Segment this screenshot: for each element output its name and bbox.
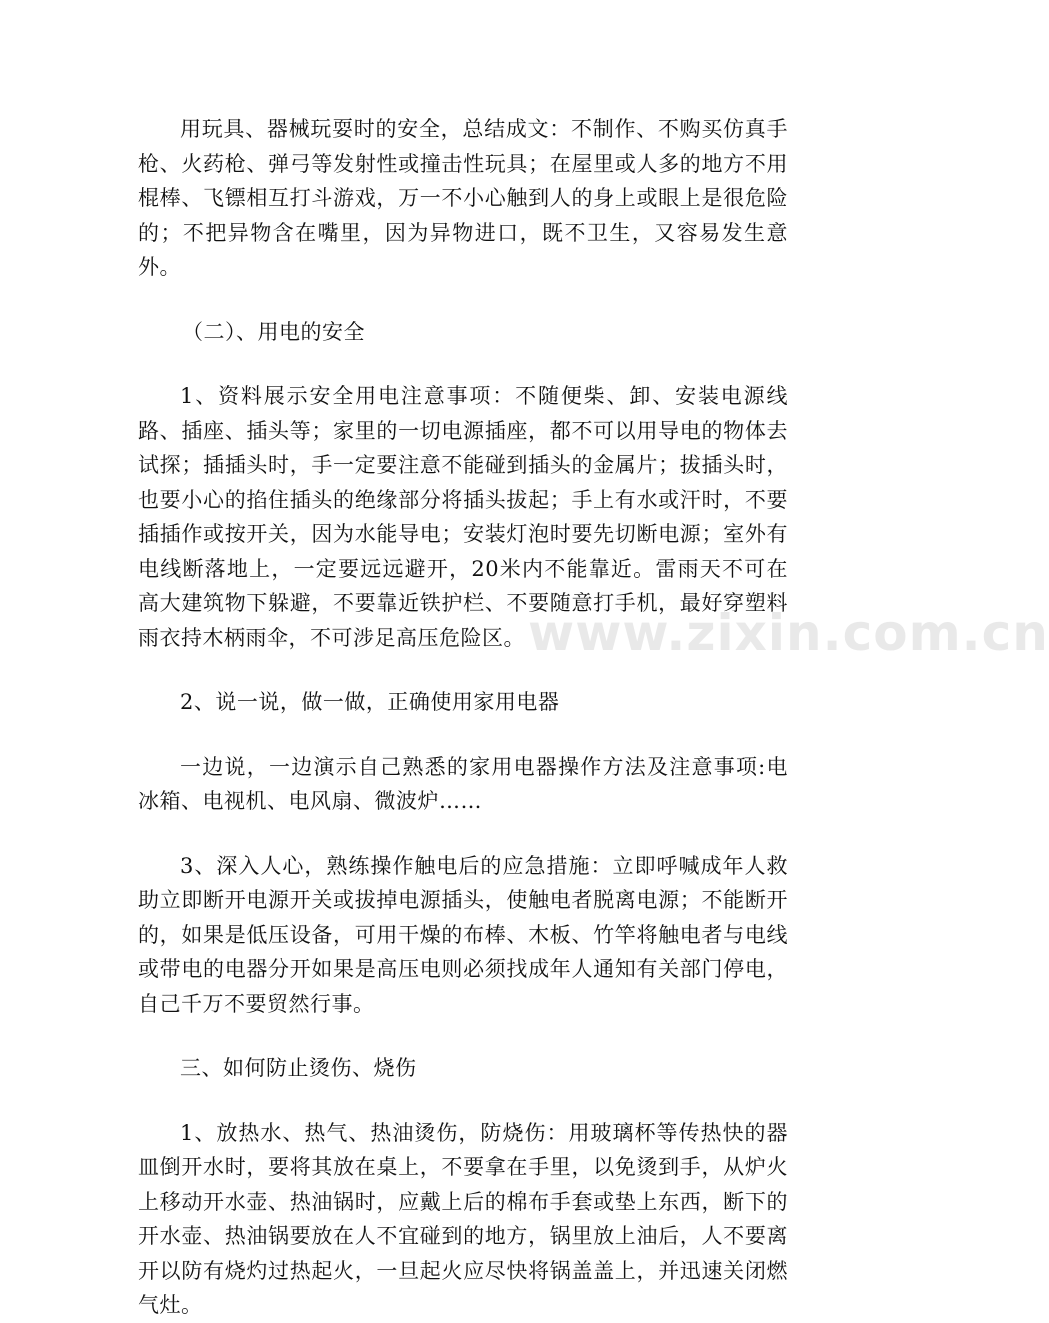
section-heading-electricity-safety: （二）、用电的安全: [182, 319, 365, 344]
paragraph-appliance-demo: 一边说，一边演示自己熟悉的家用电器操作方法及注意事项:电冰箱、电视机、电风扇、微波炉……: [138, 754, 788, 813]
subheading-appliance-usage: 2、说一说，做一做，正确使用家用电器: [180, 690, 560, 714]
paragraph-toy-safety: 用玩具、器械玩耍时的安全，总结成文：不制作、不购买仿真手枪、火药枪、弹弓等发射性或撞击性玩具；在屋里或人多的地方不用棍棒、飞镖相互打斗游戏，万一不小心触到人的身上或眼上是很危险的；不把异物含在嘴里，因为异物进口，既不卫生，又容易发生意外。: [138, 117, 788, 279]
watermark: www.zixin.com.cn: [528, 604, 1049, 662]
paragraph-electricity-precautions: 1、资料展示安全用电注意事项：不随便柴、卸、安装电源线路、插座、插头等；家里的一切电源插座，都不可以用导电的物体去试探；插插头时，手一定要注意不能碰到插头的金属片；拔插头时，也要小心的掐住插头的绝缘部分将插头拔起；手上有水或汗时，不要插插作或按开关，因为水能导电；安装灯泡时要先切断电源；室外有电线断落地上，一定要远远避开，20米内不能靠近。雷雨天不可在高大建筑物下躲避，不要靠近铁护栏、不要随意打手机，最好穿塑料雨衣持木柄雨伞，不可涉足高压危险区。: [138, 384, 788, 650]
section-heading-burn-prevention: 三、如何防止烫伤、烧伤: [180, 1056, 417, 1080]
paragraph-scald-prevention: 1、放热水、热气、热油烫伤，防烧伤：用玻璃杯等传热快的器皿倒开水时，要将其放在桌上，不要拿在手里，以免烫到手，从炉火上移动开水壶、热油锅时，应戴上后的棉布手套或垫上东西，断下的开水壶、热油锅要放在人不宜碰到的地方，锅里放上油后，人不要离开以防有烧灼过热起火，一旦起火应尽快将锅盖盖上，并迅速关闭燃气灶。: [138, 1120, 788, 1317]
paragraph-electric-shock-response: 3、深入人心，熟练操作触电后的应急措施：立即呼喊成年人救助立即断开电源开关或拔掉电源插头，使触电者脱离电源；不能断开的，如果是低压设备，可用干燥的布棒、木板、竹竿将触电者与电线或带电的电器分开如果是高压电则必须找成年人通知有关部门停电，自己千万不要贸然行事。: [138, 853, 788, 1016]
